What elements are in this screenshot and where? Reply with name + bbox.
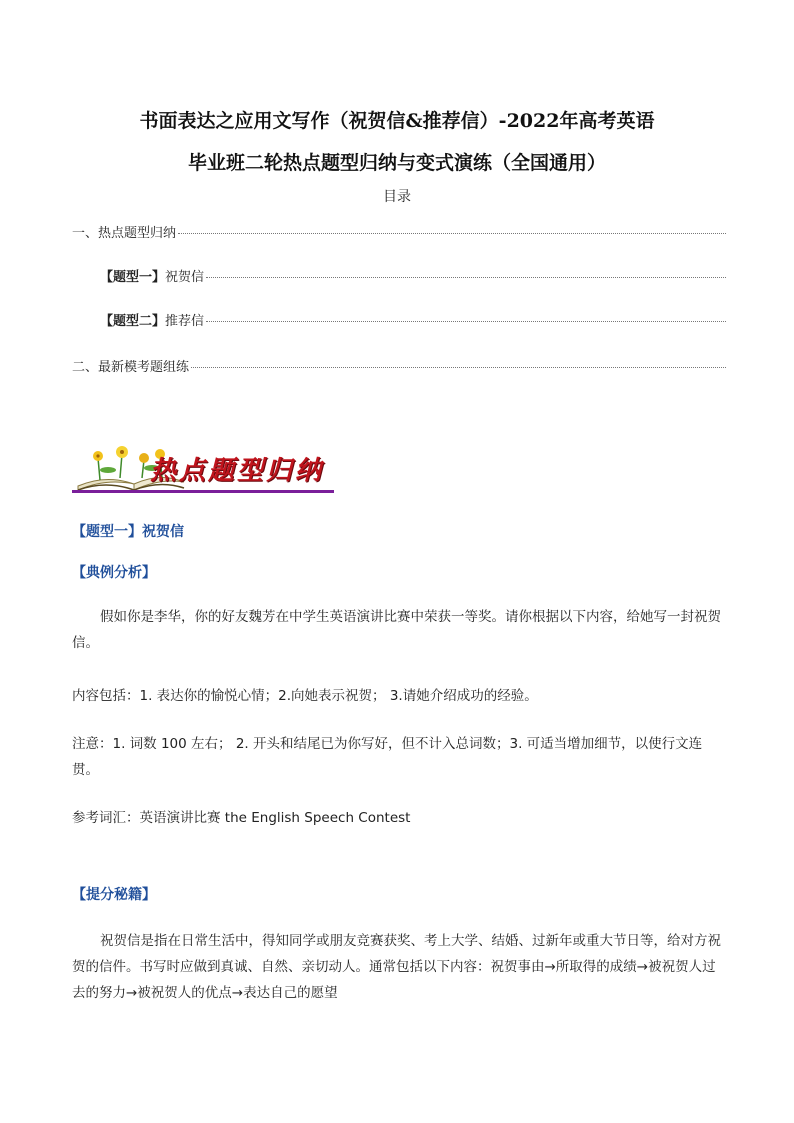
writing-prompt: 假如你是李华，你的好友魏芳在中学生英语演讲比赛中荣获一等奖。请你根据以下内容，给她写一封祝贺信。: [72, 609, 721, 651]
toc-item-label: 推荐信: [165, 314, 205, 329]
scoring-tips-heading: 【提分秘籍】: [72, 887, 156, 903]
reference-vocabulary: 参考词汇：英语演讲比赛 the English Speech Contest: [72, 810, 411, 826]
toc-item-label: 一、热点题型归纳: [72, 226, 177, 241]
type-one-heading: 【题型一】祝贺信: [72, 524, 184, 540]
banner-hot-topics: 热点题型归纳: [150, 456, 325, 486]
toc-item-hot-topics[interactable]: [72, 222, 726, 241]
toc-item-type-one[interactable]: [100, 266, 726, 285]
content-requirements: 内容包括：1. 表达你的愉悦心情；2.向她表示祝贺； 3.请她介绍成功的经验。: [72, 688, 538, 704]
toc-leader-dots: [191, 367, 726, 368]
toc-item-type-two[interactable]: [100, 310, 726, 329]
toc-item-label: 祝贺信: [165, 270, 205, 285]
toc-item-label: 二、最新模考题组练: [72, 360, 190, 375]
toc-heading: 目录: [383, 189, 411, 205]
document-title-line-2: 毕业班二轮热点题型归纳与变式演练（全国通用）: [187, 152, 606, 174]
example-analysis-heading: 【典例分析】: [72, 565, 156, 581]
scoring-tips-text: 祝贺信是指在日常生活中，得知同学或朋友竞赛获奖、考上大学、结婚、过新年或重大节日等，给对方祝贺的信件。书写时应做到真诚、自然、亲切动人。通常包括以下内容：祝贺事由→所取得的成绩→被祝贺人过去的努力→被祝贺人的优点→表达自己的愿望: [72, 933, 721, 1001]
toc-item-bracket: 【题型一】: [100, 270, 166, 285]
toc-leader-dots: [178, 233, 726, 234]
toc-item-bracket: 【题型二】: [100, 314, 166, 329]
banner-underline: [72, 490, 334, 493]
writing-notes: 注意：1. 词数 100 左右； 2. 开头和结尾已为你写好，但不计入总词数；3. 可适当增加细节，以使行文连贯。: [72, 736, 703, 778]
toc-leader-dots: [206, 321, 726, 322]
toc-leader-dots: [206, 277, 726, 278]
document-title-line-1: 书面表达之应用文写作（祝贺信&推荐信）-2022年高考英语: [139, 110, 655, 132]
toc-item-mock-exams[interactable]: [72, 356, 726, 375]
